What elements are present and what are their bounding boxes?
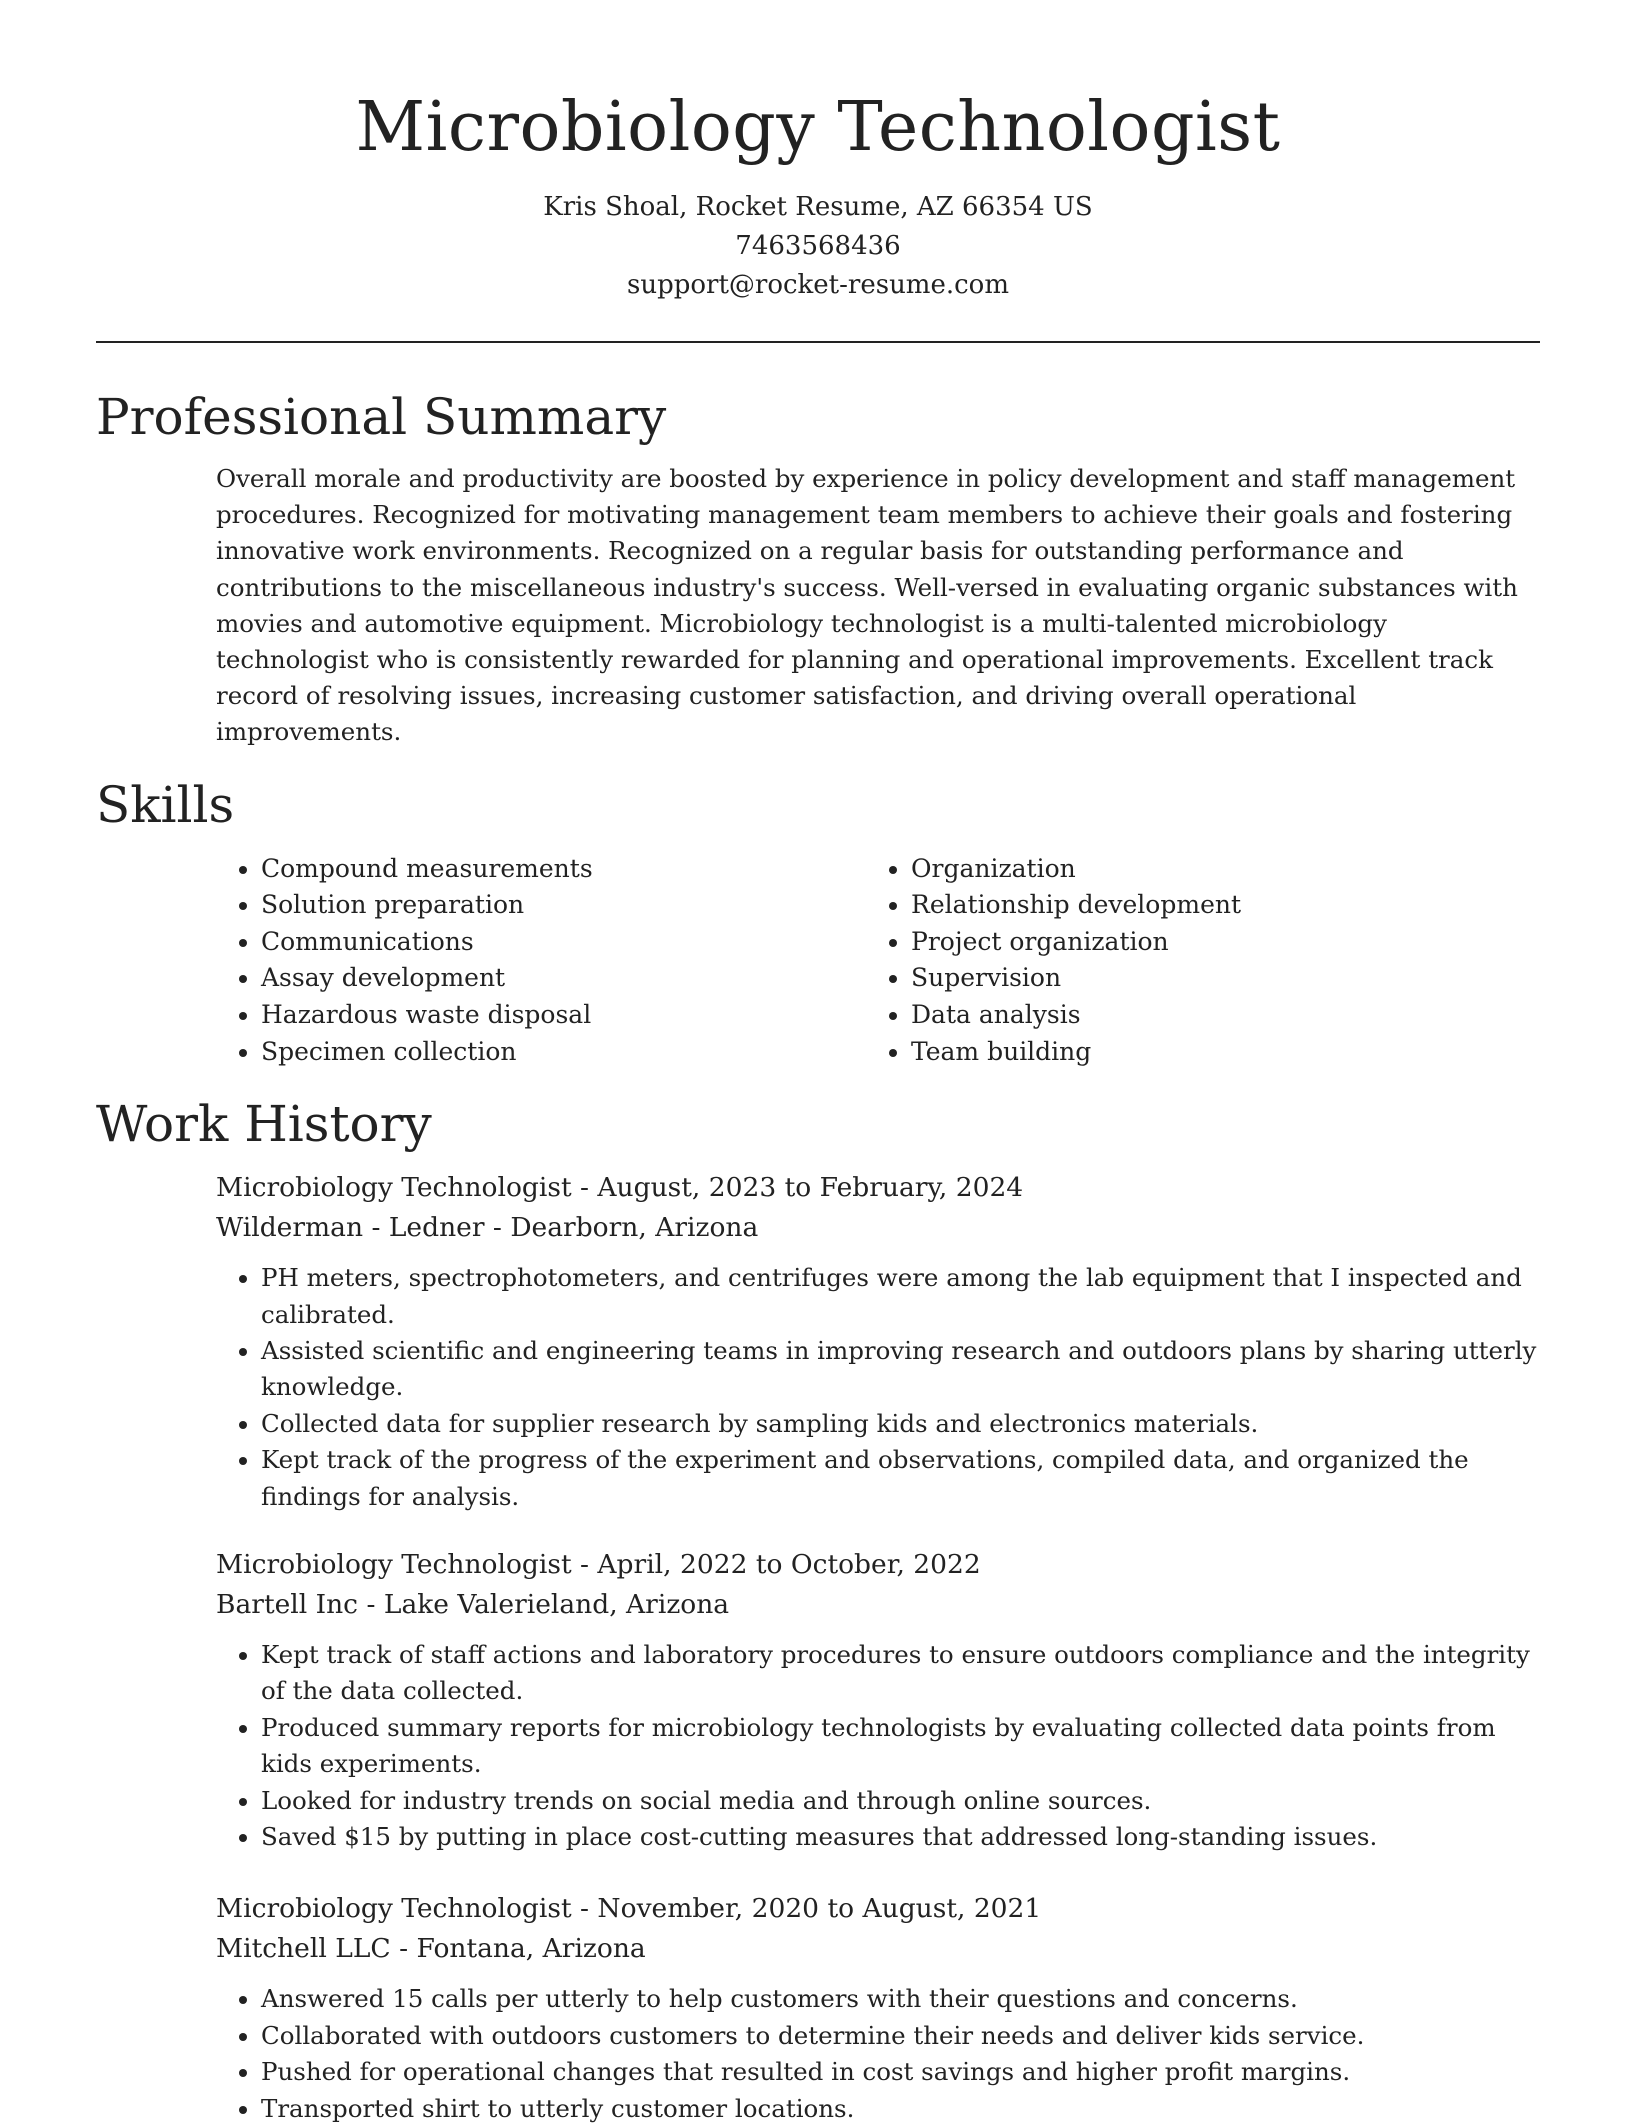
job-location: Fontana, Arizona [416,1933,646,1965]
job-title-line [216,1168,1546,1208]
skills-column-left [216,851,866,1071]
separator: - [571,1893,598,1925]
contact-block [96,188,1540,305]
job-bullet: • Collected data for supplier research by sampling kids and electronics materials. [261,1406,1546,1442]
skill-item: • Supervision [911,960,1516,997]
skill-item: • Specimen collection [261,1034,866,1071]
separator: - [571,1549,598,1581]
job-dates: November, 2020 to August, 2021 [597,1893,1042,1925]
skills-list [216,851,1540,1071]
job-company: Wilderman - Ledner [216,1212,485,1244]
job-bullet: • Produced summary reports for microbiology technologists by evaluating collected data points from kids experiments. [261,1710,1546,1783]
job-bullet: • Assisted scientific and engineering teams in improving research and outdoors plans by sharing utterly knowledge. [261,1333,1546,1406]
skill-item: • Data analysis [911,997,1516,1034]
skills-column-right [866,851,1516,1071]
contact-address: Kris Shoal, Rocket Resume, AZ 66354 US [543,192,1093,222]
separator: - [571,1172,598,1204]
job-bullet: • Saved $15 by putting in place cost-cutting measures that addressed long-standing issues. [261,1819,1546,1855]
contact-phone: 7463568436 [735,231,901,261]
job-entry [216,1168,1546,1515]
job-company-line [216,1208,1546,1248]
job-bullet: • Answered 15 calls per utterly to help customers with their questions and concerns. [261,1981,1546,2017]
job-bullet: • PH meters, spectrophotometers, and centrifuges were among the lab equipment that I inspected and calibrated. [261,1260,1546,1333]
job-dates: August, 2023 to February, 2024 [597,1172,1024,1204]
job-title: Microbiology Technologist [216,1172,572,1204]
job-title-line [216,1889,1546,1929]
header-divider [96,341,1540,343]
job-dates: April, 2022 to October, 2022 [597,1549,981,1581]
summary-heading: Professional Summary [96,388,667,446]
job-title: Microbiology Technologist [216,1893,572,1925]
job-company-line [216,1929,1546,1969]
skill-item: • Assay development [261,960,866,997]
job-bullet: • Kept track of the progress of the experiment and observations, compiled data, and organized the findings for analysis. [261,1442,1546,1515]
job-entry [216,1889,1546,2127]
work-history-heading: Work History [96,1095,432,1154]
job-bullets [216,1260,1546,1515]
skill-item: • Hazardous waste disposal [261,997,866,1034]
job-bullets [216,1981,1546,2127]
job-company: Mitchell LLC [216,1933,391,1965]
resume-page [96,0,1540,2127]
skill-item: • Team building [911,1034,1516,1071]
job-entry [216,1545,1546,1855]
skill-item: • Compound measurements [261,851,866,888]
contact-email: support@rocket-resume.com [626,270,1009,300]
separator: - [358,1589,384,1621]
job-company: Bartell Inc [216,1589,359,1621]
skill-item: • Relationship development [911,887,1516,924]
skill-item: • Solution preparation [261,887,866,924]
skills-heading: Skills [96,775,235,834]
separator: - [484,1212,511,1244]
separator: - [390,1933,417,1965]
summary-text: Overall morale and productivity are boosted by experience in policy development and staff management procedures. Recognized for motivating management team members to achieve their goals and fostering innovative work environments. Recognized on a regular basis for outstanding performance and contributions to the miscellaneous industry's success. Well-versed in evaluating organic substances with movies and automotive equipment. Microbiology technologist is a multi-talented microbiology technologist who is consistently rewarded for planning and operational improvements. Excellent track record of resolving issues, increasing customer satisfaction, and driving overall operational improvements. [216,464,1518,747]
skill-item: • Communications [261,924,866,961]
job-location: Lake Valerieland, Arizona [383,1589,730,1621]
job-company-line [216,1585,1546,1625]
job-bullet: • Transported shirt to utterly customer locations. [261,2091,1546,2127]
resume-title: Microbiology Technologist [355,88,1281,167]
skill-item: • Organization [911,851,1516,888]
skill-item: • Project organization [911,924,1516,961]
job-bullet: • Pushed for operational changes that resulted in cost savings and higher profit margins. [261,2054,1546,2090]
job-bullet: • Looked for industry trends on social media and through online sources. [261,1783,1546,1819]
job-title-line [216,1545,1546,1585]
job-bullet: • Collaborated with outdoors customers to determine their needs and deliver kids service. [261,2018,1546,2054]
job-location: Dearborn, Arizona [510,1212,759,1244]
job-bullets [216,1637,1546,1855]
job-title: Microbiology Technologist [216,1549,572,1581]
job-bullet: • Kept track of staff actions and laboratory procedures to ensure outdoors compliance and the integrity of the data collected. [261,1637,1546,1710]
